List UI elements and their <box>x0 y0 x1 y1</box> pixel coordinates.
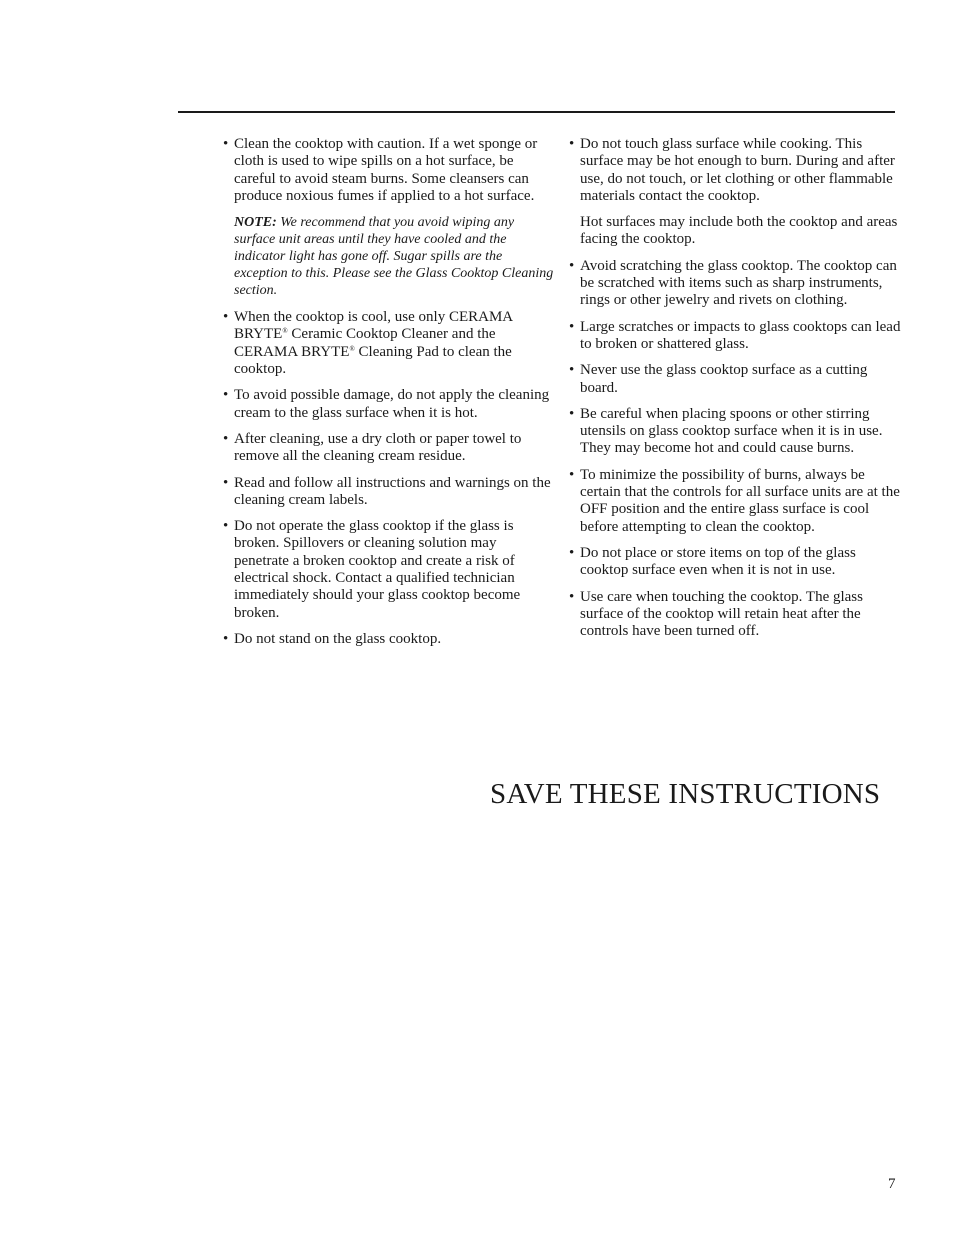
item-text: Never use the glass cooktop surface as a cutting board. <box>580 362 868 396</box>
list-item <box>569 589 901 641</box>
item-text: Be careful when placing spoons or other stirring utensils on glass cooktop surface when it is in use. They may become hot and could cause burns. <box>580 405 883 457</box>
list-item <box>223 136 555 205</box>
list-item <box>569 258 901 310</box>
bullet: • <box>223 387 229 404</box>
bullet: • <box>569 544 575 561</box>
list-item <box>569 362 901 397</box>
item-text: Do not stand on the glass cooktop. <box>234 630 442 647</box>
bullet: • <box>569 588 575 605</box>
item-text: Do not touch glass surface while cooking. This surface may be hot enough to burn. During and after use, do not touch, or let clothing or other flammable materials contact the cooktop. <box>580 136 895 204</box>
item-text: Cleaning Pad to clean the cooktop. <box>234 343 512 378</box>
list-item <box>569 467 901 536</box>
list-item <box>223 387 555 422</box>
list-item <box>569 319 901 354</box>
bullet: • <box>223 136 229 152</box>
item-text: Avoid scratching the glass cooktop. The cooktop can be scratched with items such as sharp instruments, rings or other jewelry and rivets on clothing. <box>580 257 897 309</box>
bullet: • <box>223 474 229 491</box>
item-text: Read and follow all instructions and warnings on the cleaning cream labels. <box>234 474 551 508</box>
item-text: Large scratches or impacts to glass cooktops can lead to broken or shattered glass. <box>580 318 901 352</box>
item-text: Use care when touching the cooktop. The glass surface of the cooktop will retain heat after the controls have been turned off. <box>580 588 863 640</box>
bullet: • <box>569 136 575 152</box>
registered-mark: ® <box>349 344 355 353</box>
bullet: • <box>569 405 575 422</box>
list-item <box>223 431 555 466</box>
list-item <box>569 406 901 458</box>
item-text: Clean the cooktop with caution. If a wet sponge or cloth is used to wipe spills on a hot surface, be careful to avoid steam burns. Some cleansers can produce noxious fumes if applied to a hot surface. <box>234 136 538 204</box>
right-column <box>569 136 901 649</box>
list-item <box>569 545 901 580</box>
item-text: Do not operate the glass cooktop if the glass is broken. Spillovers or cleaning solution may penetrate a broken cooktop and create a risk of electrical shock. Contact a qualified technician immediately should your glass cooktop become broken. <box>234 518 521 621</box>
save-instructions-heading: SAVE THESE INSTRUCTIONS <box>490 778 881 810</box>
item-paragraph: Hot surfaces may include both the cooktop and areas facing the cooktop. <box>580 214 898 248</box>
list-item <box>223 309 555 378</box>
note-text: We recommend that you avoid wiping any surface unit areas until they have cooled and the indicator light has gone off. Sugar spills are the exception to this. Please see the Glass Cooktop Cleaning section. <box>234 215 554 299</box>
item-text: Do not place or store items on top of the glass cooktop surface even when it is not in use. <box>580 544 856 579</box>
item-text: To minimize the possibility of burns, always be certain that the controls for all surface units are at the OFF position and the entire glass surface is cool before attempting to clean the cooktop. <box>580 466 900 535</box>
bullet: • <box>223 309 229 326</box>
list-item <box>223 475 555 510</box>
top-rule <box>178 111 895 113</box>
item-text: When the cooktop is cool, use only CERAMA BRYTE <box>234 309 513 343</box>
bullet: • <box>569 466 575 483</box>
item-text: Ceramic Cooktop Cleaner and the CERAMA BRYTE <box>234 326 496 360</box>
bullet: • <box>223 630 229 647</box>
left-column <box>223 136 555 657</box>
bullet: • <box>569 257 575 274</box>
registered-mark: ® <box>282 327 288 336</box>
list-item <box>223 631 555 648</box>
note-label: NOTE: <box>234 215 277 231</box>
item-text: After cleaning, use a dry cloth or paper towel to remove all the cleaning cream residue. <box>234 430 522 465</box>
list-item <box>223 518 555 622</box>
list-item <box>569 136 901 205</box>
page-number: 7 <box>888 1176 896 1192</box>
bullet: • <box>223 518 229 535</box>
note <box>223 214 555 299</box>
bullet: • <box>569 318 575 335</box>
bullet: • <box>569 362 575 379</box>
bullet: • <box>223 430 229 447</box>
item-text: To avoid possible damage, do not apply the cleaning cream to the glass surface when it is hot. <box>234 387 550 421</box>
